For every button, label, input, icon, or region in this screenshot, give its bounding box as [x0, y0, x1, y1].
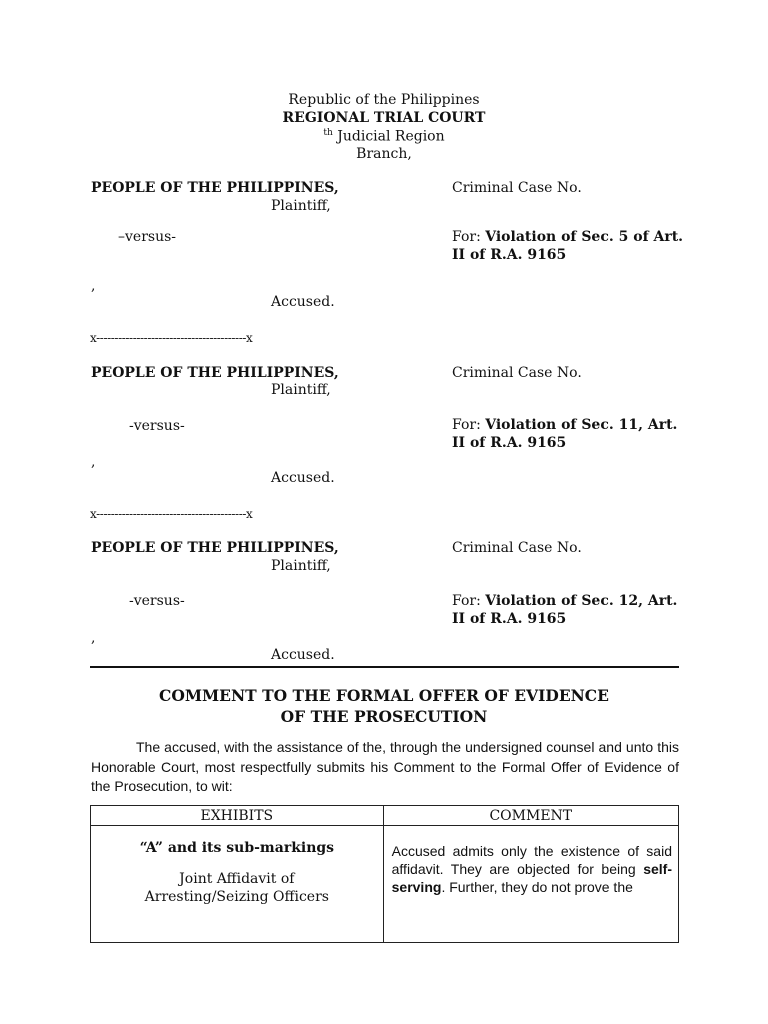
charge-prefix: For:: [452, 593, 486, 609]
plaintiff-name: PEOPLE OF THE PHILIPPINES,: [91, 365, 339, 381]
charge-line-2: II of R.A. 9165: [452, 435, 567, 451]
region-ordinal: th: [323, 128, 333, 138]
comment-text: Accused admits only the existence of said affidavit. They are objected for being: [391, 843, 672, 877]
case-number-label: Criminal Case No.: [452, 180, 582, 196]
charge-text: Violation of Sec. 11, Art.: [485, 417, 678, 433]
plaintiff-name: PEOPLE OF THE PHILIPPINES,: [91, 180, 339, 196]
charge-prefix: For:: [452, 417, 486, 433]
case-separator: x-----------------------------------------x: [90, 331, 253, 345]
document-title-line-2: OF THE PROSECUTION: [280, 707, 488, 726]
plaintiff-role: Plaintiff,: [271, 558, 331, 574]
versus-label: -versus-: [129, 593, 185, 609]
accused-label: Accused.: [271, 294, 335, 310]
charge-line-1: [452, 229, 683, 245]
versus-label: -versus-: [129, 418, 185, 434]
charge-prefix: For:: [452, 229, 486, 245]
comment-emphasis: self-serving: [391, 861, 672, 895]
charge-line-2: II of R.A. 9165: [452, 247, 567, 263]
header-exhibits: EXHIBITS: [91, 806, 384, 826]
accused-label: Accused.: [271, 647, 335, 663]
comment-cell: [383, 826, 678, 943]
accused-comma: ,: [91, 278, 96, 294]
caption-divider: [90, 666, 679, 668]
plaintiff-name: PEOPLE OF THE PHILIPPINES,: [91, 540, 339, 556]
table-row: [91, 826, 679, 943]
charge-line-2: II of R.A. 9165: [452, 611, 567, 627]
document-title-line-1: COMMENT TO THE FORMAL OFFER OF EVIDENCE: [159, 686, 609, 705]
charge-text: Violation of Sec. 5 of Art.: [485, 229, 684, 245]
accused-comma: ,: [91, 630, 96, 646]
intro-paragraph: The accused, with the assistance of the, through the undersigned counsel and unto this Honorable Court, most respectfully submits his Comment to the Formal Offer of Evidence of the Prosecution, to wit:: [91, 739, 679, 794]
case-number-label: Criminal Case No.: [452, 365, 582, 381]
header-comment: COMMENT: [383, 806, 678, 826]
charge-line-1: [452, 593, 677, 609]
exhibit-description: Joint Affidavit of Arresting/Seizing Officers: [144, 871, 329, 905]
evidence-table: [90, 805, 679, 943]
case-number-label: Criminal Case No.: [452, 540, 582, 556]
plaintiff-role: Plaintiff,: [271, 382, 331, 398]
comment-text-continued: . Further, they do not prove the: [441, 879, 633, 895]
charge-text: Violation of Sec. 12, Art.: [485, 593, 678, 609]
charge-line-1: [452, 417, 677, 433]
case-separator: x-----------------------------------------x: [90, 507, 253, 521]
republic-line: Republic of the Philippines: [288, 92, 480, 108]
branch-line: Branch,: [356, 146, 412, 162]
accused-comma: ,: [91, 454, 96, 470]
exhibit-title: “A” and its sub-markings: [139, 840, 335, 856]
plaintiff-role: Plaintiff,: [271, 198, 331, 214]
exhibit-cell: [91, 826, 384, 943]
accused-label: Accused.: [271, 470, 335, 486]
court-name: REGIONAL TRIAL COURT: [282, 110, 486, 126]
region-label: Judicial Region: [332, 128, 445, 145]
table-header-row: [91, 806, 679, 826]
judicial-region: [0, 128, 768, 145]
versus-label: –versus-: [118, 229, 177, 245]
